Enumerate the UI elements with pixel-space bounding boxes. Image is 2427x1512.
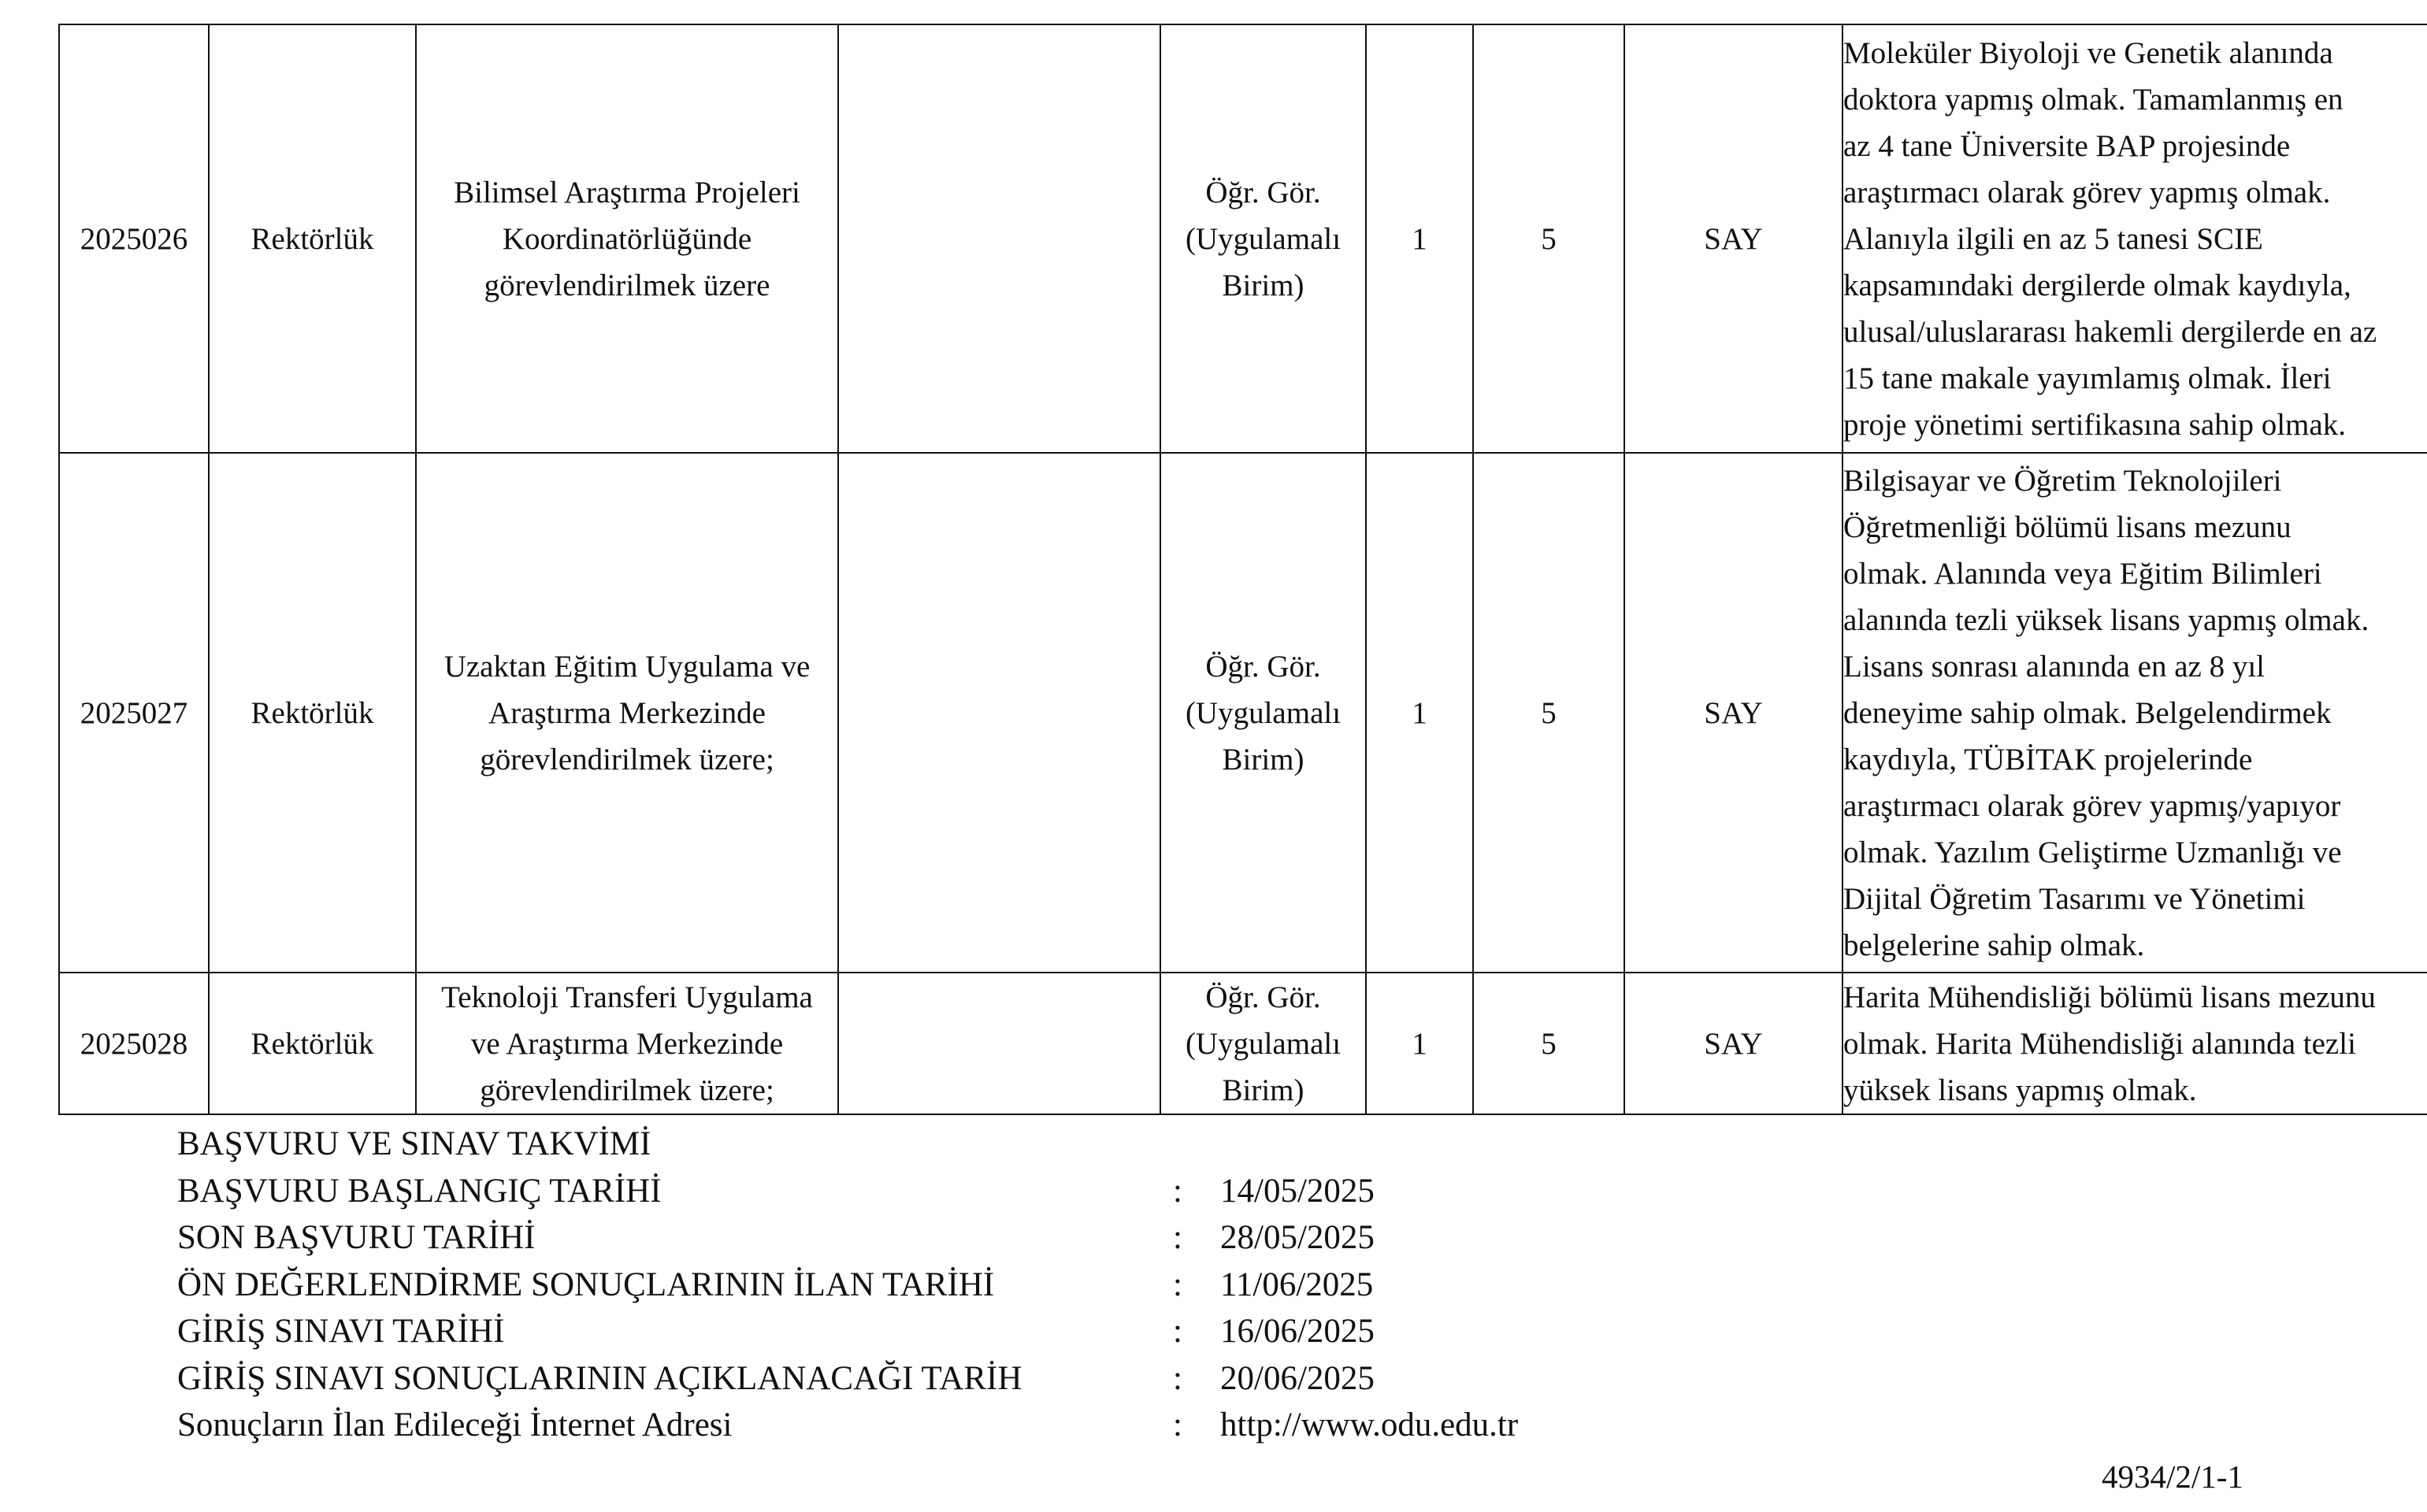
degree-cell: 5	[1473, 973, 1624, 1114]
title-cell	[1160, 453, 1366, 973]
department-line: görevlendirilmek üzere;	[480, 1073, 774, 1107]
title-line: Birim)	[1222, 742, 1304, 776]
table-row	[59, 973, 2427, 1114]
count-cell: 1	[1366, 973, 1473, 1114]
requirement-line: olmak. Yazılım Geliştirme Uzmanlığı ve	[1843, 835, 2342, 869]
calendar-heading: BAŞVURU VE SINAV TAKVİMİ	[177, 1125, 651, 1162]
department-line: ve Araştırma Merkezinde	[470, 1026, 784, 1061]
requirement-line: kaydıyla, TÜBİTAK projelerinde	[1843, 742, 2253, 776]
requirement-line: belgelerine sahip olmak.	[1843, 928, 2145, 962]
unit-cell: Rektörlük	[209, 973, 416, 1114]
calendar-value: 14/05/2025	[1220, 1172, 1375, 1210]
department-cell	[416, 973, 838, 1114]
field-cell	[838, 453, 1160, 973]
calendar-value: 11/06/2025	[1220, 1266, 1374, 1303]
requirement-line: alanında tezli yüksek lisans yapmış olmak.	[1843, 602, 2369, 637]
requirements-cell	[1843, 973, 2427, 1114]
count-cell: 1	[1366, 453, 1473, 973]
calendar-label: BAŞVURU BAŞLANGIÇ TARİHİ	[177, 1172, 662, 1210]
title-line: Öğr. Gör.	[1205, 980, 1321, 1014]
requirement-line: Lisans sonrası alanında en az 8 yıl	[1843, 649, 2266, 684]
requirement-line: Moleküler Biyoloji ve Genetik alanında	[1843, 35, 2333, 70]
score-type-cell: SAY	[1624, 453, 1843, 973]
table-row	[59, 453, 2427, 973]
calendar-separator: :	[1173, 1359, 1182, 1397]
position-code-cell: 2025028	[59, 973, 209, 1114]
requirement-line: araştırmacı olarak görev yapmış/yapıyor	[1843, 788, 2341, 823]
position-code-cell: 2025027	[59, 453, 209, 973]
calendar-label: Sonuçların İlan Edileceği İnternet Adresi	[177, 1406, 733, 1443]
department-line: Uzaktan Eğitim Uygulama ve	[443, 649, 811, 684]
count-cell: 1	[1366, 24, 1473, 453]
requirement-line: az 4 tane Üniversite BAP projesinde	[1843, 128, 2291, 163]
page-reference-number: 4934/2/1-1	[2102, 1458, 2243, 1495]
title-line: (Uygulamalı	[1185, 221, 1342, 256]
calendar-label: GİRİŞ SINAVI TARİHİ	[177, 1313, 505, 1350]
unit-cell: Rektörlük	[209, 453, 416, 973]
title-line: (Uygulamalı	[1185, 1026, 1342, 1061]
degree-cell: 5	[1473, 453, 1624, 973]
department-line: Koordinatörlüğünde	[502, 221, 752, 256]
calendar-value: 28/05/2025	[1220, 1219, 1375, 1256]
requirement-line: deneyime sahip olmak. Belgelendirmek	[1843, 695, 2332, 730]
position-code-cell: 2025026	[59, 24, 209, 453]
calendar-label: SON BAŞVURU TARİHİ	[177, 1219, 536, 1256]
requirement-line: olmak. Alanında veya Eğitim Bilimleri	[1843, 556, 2322, 591]
website-url: http://www.odu.edu.tr	[1220, 1406, 1519, 1443]
department-cell	[416, 24, 838, 453]
title-line: Birim)	[1222, 1073, 1304, 1107]
requirement-line: ulusal/uluslararası hakemli dergilerde en az	[1843, 314, 2377, 349]
title-line: Birim)	[1222, 268, 1304, 302]
title-cell	[1160, 973, 1366, 1114]
requirement-line: yüksek lisans yapmış olmak.	[1843, 1073, 2197, 1107]
department-line: Bilimsel Araştırma Projeleri	[454, 175, 800, 209]
title-line: Öğr. Gör.	[1205, 649, 1321, 684]
calendar-separator: :	[1173, 1172, 1182, 1210]
requirement-line: doktora yapmış olmak. Tamamlanmış en	[1843, 82, 2344, 117]
department-line: görevlendirilmek üzere	[484, 268, 770, 302]
calendar-value: 20/06/2025	[1220, 1359, 1375, 1397]
positions-table	[58, 24, 2427, 1115]
requirement-line: Öğretmenliği bölümü lisans mezunu	[1843, 510, 2292, 544]
table-row	[59, 24, 2427, 453]
title-line: Öğr. Gör.	[1205, 175, 1321, 209]
title-cell	[1160, 24, 1366, 453]
department-cell	[416, 453, 838, 973]
field-cell	[838, 973, 1160, 1114]
requirements-cell	[1843, 24, 2427, 453]
calendar-separator: :	[1173, 1313, 1182, 1350]
score-type-cell: SAY	[1624, 973, 1843, 1114]
department-line: Araştırma Merkezinde	[488, 695, 766, 730]
requirement-line: Alanıyla ilgili en az 5 tanesi SCIE	[1843, 221, 2263, 256]
requirement-line: proje yönetimi sertifikasına sahip olmak.	[1843, 407, 2346, 442]
department-line: görevlendirilmek üzere;	[480, 742, 774, 776]
requirement-line: araştırmacı olarak görev yapmış olmak.	[1843, 175, 2331, 209]
requirement-line: Dijital Öğretim Tasarımı ve Yönetimi	[1843, 881, 2306, 916]
department-line: Teknoloji Transferi Uygulama	[441, 980, 813, 1014]
calendar-separator: :	[1173, 1219, 1182, 1256]
requirement-line: Bilgisayar ve Öğretim Teknolojileri	[1843, 463, 2282, 498]
unit-cell: Rektörlük	[209, 24, 416, 453]
requirements-cell	[1843, 453, 2427, 973]
score-type-cell: SAY	[1624, 24, 1843, 453]
title-line: (Uygulamalı	[1185, 695, 1342, 730]
requirement-line: 15 tane makale yayımlamış olmak. İleri	[1843, 361, 2332, 395]
requirement-line: kapsamındaki dergilerde olmak kaydıyla,	[1843, 268, 2351, 302]
calendar-separator: :	[1173, 1406, 1182, 1443]
calendar-value: 16/06/2025	[1220, 1313, 1375, 1350]
requirement-line: olmak. Harita Mühendisliği alanında tezli	[1843, 1026, 2356, 1061]
calendar-label: GİRİŞ SINAVI SONUÇLARININ AÇIKLANACAĞI TARİH	[177, 1359, 1022, 1397]
calendar-label: ÖN DEĞERLENDİRME SONUÇLARININ İLAN TARİHİ	[177, 1266, 995, 1303]
field-cell	[838, 24, 1160, 453]
requirement-line: Harita Mühendisliği bölümü lisans mezunu	[1843, 980, 2376, 1014]
degree-cell: 5	[1473, 24, 1624, 453]
calendar-separator: :	[1173, 1266, 1182, 1303]
